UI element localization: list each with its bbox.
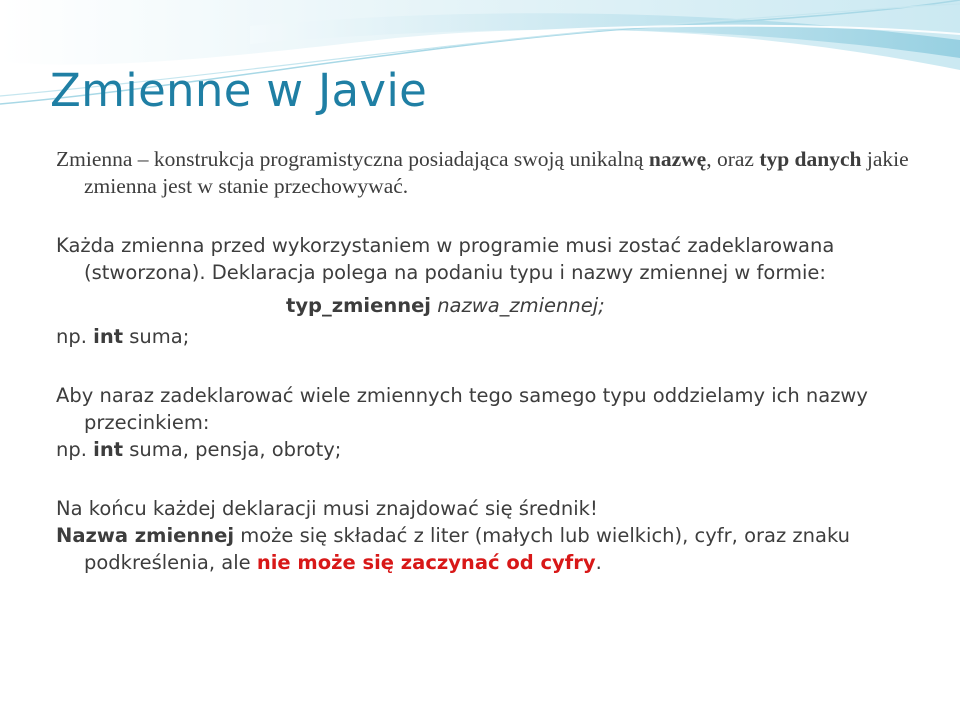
syntax-name: nazwa_zmiennej;	[437, 294, 605, 317]
naming-text: może się składać z liter (małych lub wielkich), cyfr, oraz znaku podkreślenia, ale	[84, 524, 851, 574]
syntax-type: typ_zmiennej	[286, 294, 431, 317]
example-multiple	[56, 436, 936, 463]
definition-bold-type: typ danych	[759, 147, 862, 171]
definition-text-mid: , oraz	[706, 147, 754, 171]
paragraph-multiple: Aby naraz zadeklarować wiele zmiennych tego samego typu oddzielamy ich nazwy przecinkiem:	[56, 384, 868, 434]
paragraph-semicolon: Na końcu każdej deklaracji musi znajdować się średnik!	[56, 497, 598, 520]
definition-text: Zmienna – konstrukcja programistyczna posiadająca swoją unikalną	[56, 147, 644, 171]
paragraph-declaration: Każda zmienna przed wykorzystaniem w programie musi zostać zadeklarowana (stworzona). Deklaracja polega na podaniu typu i nazwy zmiennej w formie:	[56, 234, 835, 284]
example-prefix: np.	[56, 438, 87, 461]
slide-body	[56, 146, 936, 576]
naming-end: .	[595, 551, 602, 574]
naming-warning: nie może się zaczynać od cyfry	[256, 551, 596, 574]
paragraph-naming-rules	[56, 522, 936, 576]
example-keyword: int	[93, 438, 124, 461]
example-single	[56, 323, 936, 350]
example-prefix: np.	[56, 325, 87, 348]
naming-bold: Nazwa zmiennej	[56, 524, 235, 547]
example-rest: suma;	[129, 325, 190, 348]
paragraph-definition	[56, 146, 936, 200]
definition-bold-name: nazwę	[648, 147, 707, 171]
example-keyword: int	[93, 325, 124, 348]
definition-text-end: jakie zmienna jest w stanie przechowywać.	[84, 147, 909, 198]
example-rest: suma, pensja, obroty;	[129, 438, 342, 461]
declaration-syntax	[56, 292, 936, 319]
slide-title: Zmienne w Javie	[50, 64, 428, 117]
